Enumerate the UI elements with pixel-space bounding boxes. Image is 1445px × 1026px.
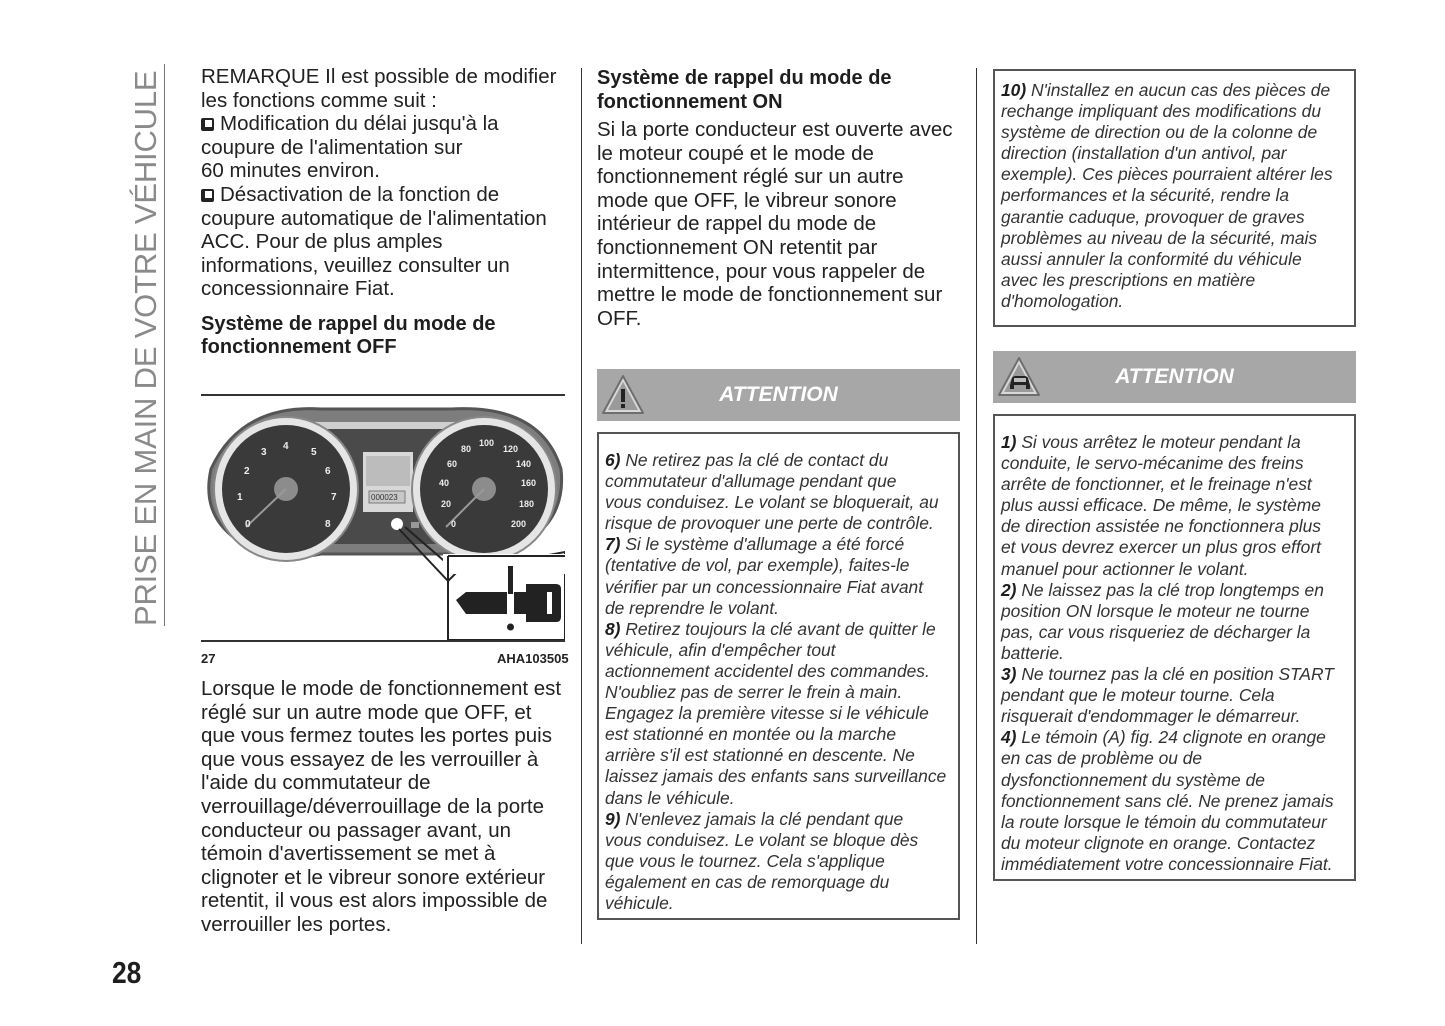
svg-text:40: 40 (439, 478, 450, 488)
heading-line: fonctionnement ON (597, 90, 783, 113)
figure-code: AHA103505 (497, 651, 569, 666)
figure-bottom-rule (201, 640, 565, 642)
text-line: l'aide du commutateur de (201, 771, 431, 795)
text-line: Ne retirez pas la clé de contact du (625, 450, 889, 470)
note-4 (1001, 727, 1348, 875)
text-line: de direction assistée ne fonctionnera plus (1001, 516, 1321, 537)
text-line: immédiatement votre concessionnaire Fiat. (1001, 853, 1333, 874)
page-number: 28 (112, 955, 142, 990)
note-number: 3) (1001, 664, 1017, 685)
svg-text:6: 6 (325, 466, 331, 477)
svg-text:20: 20 (441, 499, 452, 509)
text-line: véhicule, afin d'empêcher tout (605, 639, 836, 660)
text-line: verrouiller les portes. (201, 912, 392, 936)
heading-off-reminder (201, 313, 571, 360)
column-divider-1 (581, 68, 582, 944)
text-line: Engagez la première vitesse si le véhicule (605, 703, 929, 724)
text-line: Si le système d'allumage a été forcé (625, 534, 905, 555)
text-line: que vous essayez de les verrouiller à (201, 747, 539, 771)
checkbox-bullet-icon (201, 189, 214, 202)
text-line: laissez jamais des enfants sans surveillance (605, 766, 947, 787)
text-line: également en cas de remorquage du (605, 871, 890, 892)
svg-text:200: 200 (511, 519, 527, 529)
note-number: 7) (605, 534, 621, 555)
svg-text:0: 0 (451, 519, 457, 529)
text-line: arrête de fonctionner, et le freinage n'est (1001, 474, 1312, 495)
text-line: Désactivation de la fonction de (220, 182, 500, 206)
text-line: que vous le tournez. Cela s'applique (605, 850, 885, 871)
section-title-rule (164, 64, 165, 626)
svg-text:100: 100 (479, 438, 495, 448)
text-line: vous conduisez. Le volant se bloquerait, au (605, 492, 939, 513)
svg-text:80: 80 (461, 444, 472, 454)
note-1 (1001, 432, 1348, 580)
text-line: conduite, le servo-mécanime des freins (1001, 453, 1304, 474)
column-divider-2 (976, 68, 977, 944)
svg-text:180: 180 (519, 499, 535, 509)
text-line: réglé sur un autre mode que OFF, et (201, 700, 532, 724)
note-10 (1001, 80, 1348, 312)
text-line: actionnement accidentel des commandes. (605, 660, 930, 681)
text-line: Si vous arrêtez le moteur pendant la (1021, 432, 1301, 452)
text-line: système de direction ou de la colonne de (1001, 122, 1318, 143)
svg-text:8: 8 (325, 519, 331, 530)
figure-27-instrument-cluster (201, 394, 565, 641)
text-line: direction (installation d'un antivol, par (1001, 143, 1287, 164)
text-line: conducteur ou passager avant, un (201, 818, 511, 842)
note-6 (605, 450, 952, 534)
text-line: Lorsque le mode de fonctionnement est (201, 677, 562, 700)
text-line: mode que OFF, le vibreur sonore (597, 188, 897, 212)
svg-text:2: 2 (244, 466, 250, 477)
note-2 (1001, 580, 1348, 664)
instrument-cluster-illustration (201, 394, 565, 640)
text-line: arrière s'il est stationné en descente. Ne (605, 745, 915, 766)
text-line: Le témoin (A) fig. 24 clignote en orange (1021, 727, 1326, 748)
text-line: aussi annuler la conformité du véhicule (1001, 248, 1302, 269)
text-line: fonctionnement sans clé. Ne prenez jamais (1001, 790, 1334, 811)
text-line: verrouillage/déverrouillage de la porte (201, 794, 545, 818)
text-line: que vous fermez toutes les portes puis (201, 724, 552, 748)
text-line: avec les prescriptions en matière (1001, 269, 1256, 290)
text-line: intérieur de rappel du mode de (597, 212, 877, 236)
svg-text:160: 160 (521, 478, 537, 488)
text-line: fonctionnement ON retentit par (597, 235, 878, 259)
text-line: véhicule. (605, 892, 674, 913)
text-line: Ne tournez pas la clé en position START (1021, 664, 1334, 685)
text-line: 60 minutes environ. (201, 159, 380, 183)
on-reminder-paragraph (597, 118, 967, 330)
text-line: N'installez en aucun cas des pièces de (1030, 80, 1331, 100)
attention-banner (993, 351, 1356, 403)
text-line: ACC. Pour de plus amples (201, 230, 443, 254)
note-number: 4) (1001, 727, 1017, 748)
text-line: la route lorsque le témoin du commutateur (1001, 811, 1327, 832)
attention-label: ATTENTION (1115, 365, 1234, 388)
section-title-text: PRISE EN MAIN DE VOTRE VÉHICULE (128, 70, 163, 626)
figure-number: 27 (201, 651, 216, 666)
text-line: fonctionnement réglé sur un autre (597, 165, 904, 189)
text-line: batterie. (1001, 642, 1064, 663)
heading-line: Système de rappel du mode de (597, 67, 892, 89)
note-number: 8) (605, 618, 621, 639)
text-line: pas, car vous risqueriez de décharger la (1001, 621, 1311, 642)
svg-text:4: 4 (283, 441, 289, 452)
svg-text:60: 60 (447, 459, 458, 469)
attention-label: ATTENTION (719, 383, 838, 406)
svg-text:0: 0 (245, 519, 251, 530)
svg-text:1: 1 (237, 492, 243, 503)
text-line: en cas de problème ou de (1001, 748, 1203, 769)
attention-banner (597, 369, 960, 421)
text-line: est stationné en montée ou la marche (605, 724, 896, 745)
text-line: risque de provoquer une perte de contrôle. (605, 513, 934, 534)
text-line: N'enlevez jamais la clé pendant que (625, 808, 904, 829)
attention-notes-box (597, 432, 960, 920)
heading-on-reminder (597, 67, 967, 114)
svg-text:000023: 000023 (371, 493, 398, 502)
text-line: de reprendre le volant. (605, 597, 780, 618)
note-10-box (993, 69, 1356, 327)
column-2 (597, 67, 967, 330)
text-line: clignoter et le vibreur sonore extérieur (201, 865, 546, 889)
text-line: performances et la sécurité, rendre la (1001, 185, 1290, 206)
text-line: et vous devrez exercer un plus gros effort (1001, 537, 1321, 558)
text-line: coupure de l'alimentation sur (201, 135, 463, 159)
svg-text:7: 7 (331, 492, 337, 503)
text-line: position ON lorsque le moteur ne tourne (1001, 600, 1310, 621)
text-line: risquerait d'endommager le démarreur. (1001, 706, 1301, 727)
figure-top-rule (201, 394, 565, 396)
text-line: les fonctions comme suit : (201, 88, 437, 112)
text-line: retentit, il vous est alors impossible de (201, 889, 548, 913)
off-reminder-paragraph (201, 677, 576, 937)
text-line: Si la porte conducteur est ouverte avec (597, 118, 953, 141)
note-9 (605, 809, 952, 914)
column-1-body (201, 677, 576, 937)
text-line: manuel pour actionner le volant. (1001, 558, 1249, 579)
text-line: plus aussi efficace. De même, le système (1001, 495, 1321, 516)
text-line: N'oubliez pas de serrer le frein à main. (605, 682, 903, 703)
text-line: le moteur coupé et le mode de (597, 141, 874, 165)
svg-text:3: 3 (261, 447, 267, 458)
text-line: vérifier par un concessionnaire Fiat avant (605, 576, 924, 597)
text-line: pendant que le moteur tourne. Cela (1001, 685, 1275, 706)
checkbox-bullet-icon (201, 118, 214, 131)
note-8 (605, 619, 952, 809)
note-number: 10) (1001, 80, 1027, 100)
text-line: du moteur clignote en orange. Contactez (1001, 832, 1316, 853)
text-line: vous conduisez. Le volant se bloque dès (605, 829, 919, 850)
svg-text:120: 120 (503, 444, 519, 454)
note-number: 9) (605, 808, 621, 829)
text-line: problèmes au niveau de la sécurité, mais (1001, 227, 1318, 248)
text-line: mettre le mode de fonctionnement sur (597, 283, 943, 307)
text-line: Ne laissez pas la clé trop longtemps en (1021, 579, 1324, 600)
note-number: 1) (1001, 432, 1017, 452)
heading-line: Système de rappel du mode de (201, 312, 496, 335)
text-line: dans le véhicule. (605, 787, 735, 808)
svg-text:5: 5 (311, 447, 317, 458)
text-line: (tentative de vol, par exemple), faites-le (605, 555, 910, 576)
text-line: intermittence, pour vous rappeler de (597, 259, 926, 283)
note-number: 2) (1001, 579, 1017, 600)
text-line: exemple). Ces pièces pourraient altérer les (1001, 164, 1333, 185)
text-line: coupure automatique de l'alimentation (201, 206, 547, 230)
note-7 (605, 534, 952, 618)
text-line: informations, veuillez consulter un (201, 253, 510, 277)
section-title (126, 64, 166, 626)
attention-notes-box (993, 414, 1356, 881)
svg-text:140: 140 (516, 459, 532, 469)
heading-line: fonctionnement OFF (201, 336, 397, 359)
note-3 (1001, 664, 1348, 727)
note-number: 6) (605, 450, 621, 470)
text-line: rechange impliquant des modifications du (1001, 101, 1321, 122)
text-line: concessionnaire Fiat. (201, 277, 395, 301)
column-1 (201, 65, 571, 360)
remarque-paragraph (201, 65, 571, 301)
text-line: d'homologation. (1001, 290, 1124, 311)
text-line: témoin d'avertissement se met à (201, 842, 496, 866)
text-line: dysfonctionnement du système de (1001, 769, 1265, 790)
text-line: REMARQUE Il est possible de modifier (201, 65, 557, 88)
text-line: Modification du délai jusqu'à la (220, 112, 499, 136)
text-line: OFF. (597, 306, 642, 330)
text-line: commutateur d'allumage pendant que (605, 471, 897, 492)
text-line: Retirez toujours la clé avant de quitter le (625, 618, 936, 639)
text-line: garantie caduque, provoquer de graves (1001, 206, 1305, 227)
